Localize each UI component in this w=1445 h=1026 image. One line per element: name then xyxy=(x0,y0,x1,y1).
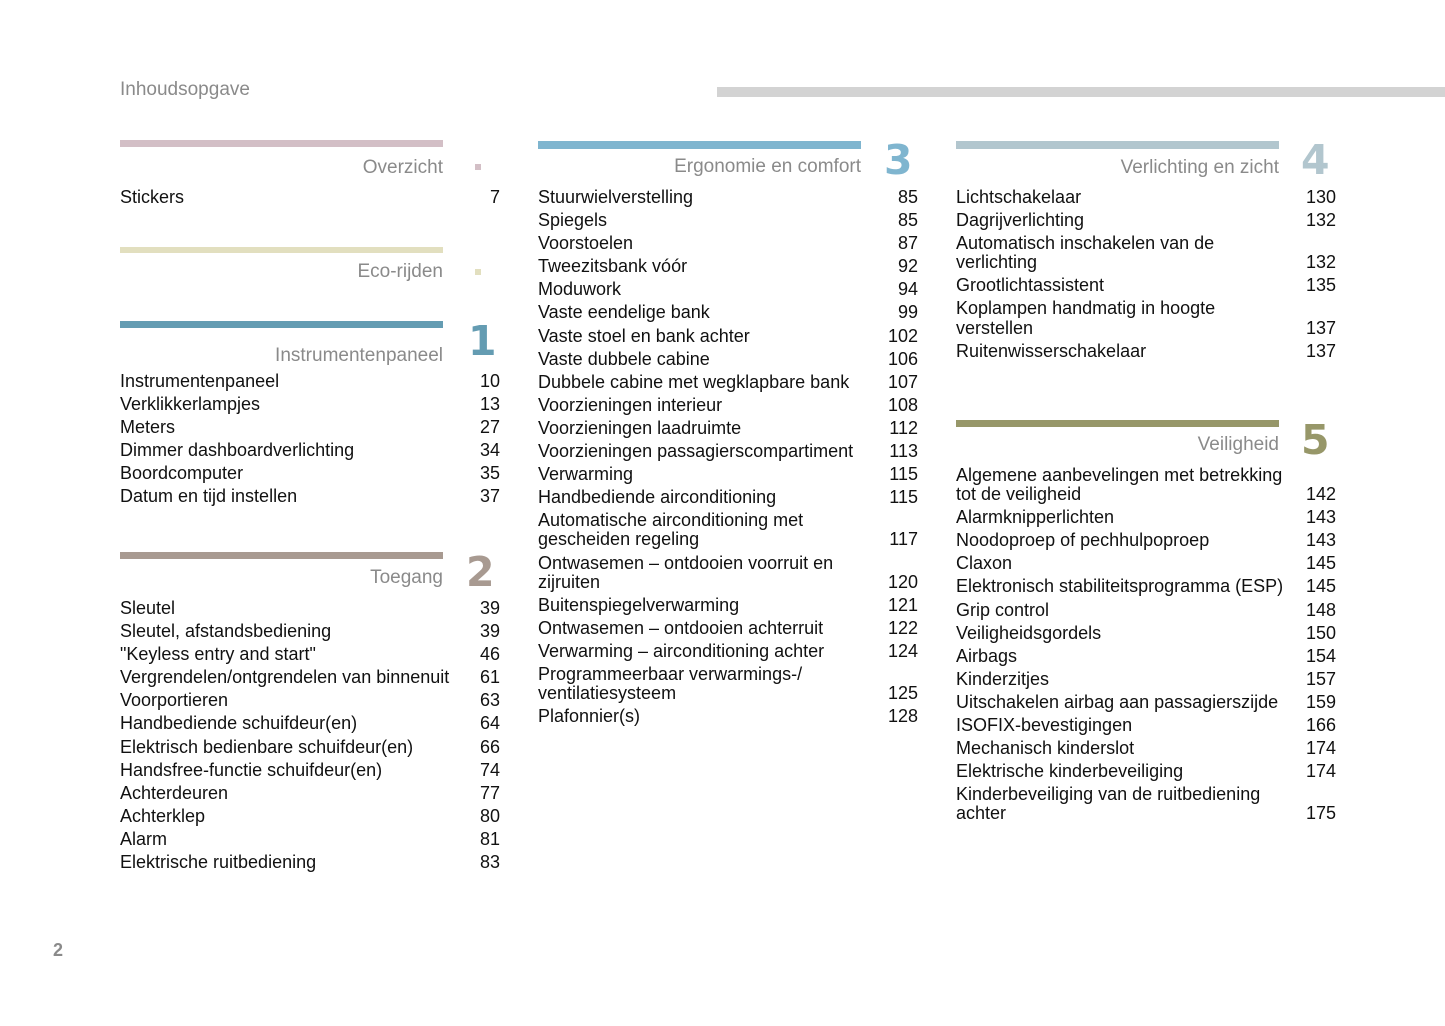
toc-entry[interactable] xyxy=(120,372,500,391)
toc-entry[interactable] xyxy=(538,465,918,484)
section-number: 4 xyxy=(1301,136,1330,184)
entry-page-number: 143 xyxy=(1305,530,1336,551)
toc-entry[interactable] xyxy=(956,785,1336,823)
toc-entry[interactable] xyxy=(120,807,500,826)
entry-page-number: 137 xyxy=(1305,340,1336,361)
entry-page-number: 120 xyxy=(887,571,918,592)
toc-entry[interactable] xyxy=(956,276,1336,295)
section-color-bar xyxy=(538,141,861,149)
entry-page-number: 115 xyxy=(889,464,918,485)
entry-label: Achterklep xyxy=(120,805,206,826)
toc-entry[interactable] xyxy=(120,395,500,414)
toc-entry[interactable] xyxy=(538,442,918,461)
toc-entry[interactable] xyxy=(538,554,918,592)
toc-entry[interactable] xyxy=(538,488,918,507)
entry-label: Grootlichtassistent xyxy=(956,275,1105,296)
entry-page-number: 13 xyxy=(479,394,500,415)
section-heading: Instrumentenpaneel xyxy=(275,345,443,366)
entry-label: Vaste dubbele cabine xyxy=(538,348,710,369)
entry-page-number: 132 xyxy=(1305,210,1336,231)
toc-entry[interactable] xyxy=(538,665,918,703)
entry-label: Automatische airconditioning met gescheiden regeling xyxy=(538,510,804,550)
entry-label: Claxon xyxy=(956,553,1013,574)
entry-label: Ontwasemen – ontdooien achterruit xyxy=(538,617,824,638)
toc-entry[interactable] xyxy=(956,466,1336,504)
section-square-icon xyxy=(475,269,481,275)
section-color-bar xyxy=(120,552,443,559)
toc-entry[interactable] xyxy=(956,342,1336,361)
entry-label: Programmeerbaar verwarmings-/ ventilatiesysteem xyxy=(538,663,803,704)
entry-label: Voorstoelen xyxy=(538,233,634,254)
toc-entry[interactable] xyxy=(120,853,500,872)
entry-page-number: 80 xyxy=(479,805,500,826)
page-number: 2 xyxy=(53,940,64,960)
toc-entry[interactable] xyxy=(538,257,918,276)
toc-entry[interactable] xyxy=(956,554,1336,573)
entry-page-number: 107 xyxy=(887,371,918,392)
entry-page-number: 154 xyxy=(1305,645,1336,666)
entry-label: Meters xyxy=(120,417,176,438)
entry-page-number: 63 xyxy=(479,690,500,711)
entry-label: ISOFIX-bevestigingen xyxy=(956,715,1133,736)
section-square-icon xyxy=(475,164,481,170)
entry-label: Achterdeuren xyxy=(120,782,229,803)
entry-page-number: 128 xyxy=(887,706,918,727)
toc-entry[interactable] xyxy=(120,761,500,780)
entry-label: Handbediende airconditioning xyxy=(538,487,777,508)
entry-page-number: 46 xyxy=(479,644,500,665)
entry-page-number: 142 xyxy=(1305,484,1336,505)
entry-label: Voorzieningen interieur xyxy=(538,394,723,415)
toc-entry[interactable] xyxy=(956,762,1336,781)
entry-label: "Keyless entry and start" xyxy=(120,644,316,665)
section-heading: Ergonomie en comfort xyxy=(674,156,861,177)
toc-entry[interactable] xyxy=(956,670,1336,689)
entry-label: Boordcomputer xyxy=(120,463,244,484)
entry-label: Uitschakelen airbag aan passagierszijde xyxy=(956,691,1279,712)
entry-page-number: 145 xyxy=(1305,553,1336,574)
section-number: 2 xyxy=(466,548,495,596)
toc-entry[interactable] xyxy=(956,624,1336,643)
entry-label: Elektrische ruitbediening xyxy=(120,852,317,873)
toc-entry[interactable] xyxy=(120,784,500,803)
entry-label: Buitenspiegelverwarming xyxy=(538,594,740,615)
toc-entry[interactable] xyxy=(956,601,1336,620)
section-heading: Toegang xyxy=(370,567,443,588)
entry-page-number: 166 xyxy=(1305,715,1336,736)
entry-page-number: 175 xyxy=(1305,803,1336,824)
entry-page-number: 150 xyxy=(1305,622,1336,643)
entry-label: Elektrisch bedienbare schuifdeur(en) xyxy=(120,736,414,757)
entry-page-number: 122 xyxy=(887,617,918,638)
entry-page-number: 124 xyxy=(887,640,918,661)
page-title: Inhoudsopgave xyxy=(120,79,250,100)
entry-label: Vaste stoel en bank achter xyxy=(538,325,750,346)
entry-page-number: 121 xyxy=(887,594,918,615)
entry-label: Verklikkerlampjes xyxy=(120,394,261,415)
header-rule xyxy=(717,87,1445,97)
entry-label: Koplampen handmatig in hoogte verstellen xyxy=(956,298,1216,338)
toc-entry[interactable] xyxy=(956,508,1336,527)
entry-page-number: 112 xyxy=(889,417,918,438)
entry-page-number: 10 xyxy=(479,371,500,391)
entry-page-number: 66 xyxy=(479,736,500,757)
entry-label: Dubbele cabine met wegklapbare bank xyxy=(538,371,850,392)
entry-page-number: 148 xyxy=(1305,599,1336,620)
entry-label: Spiegels xyxy=(538,210,608,231)
toc-entry[interactable] xyxy=(120,464,500,483)
toc-entry[interactable] xyxy=(538,707,918,726)
toc-entry[interactable] xyxy=(538,303,918,322)
entry-page-number: 77 xyxy=(479,782,500,803)
entry-label: Mechanisch kinderslot xyxy=(956,738,1135,759)
entry-label: Dimmer dashboardverlichting xyxy=(120,440,355,461)
entry-label: Kinderzitjes xyxy=(956,668,1050,689)
entry-label: Voorzieningen passagierscompartiment xyxy=(538,441,854,462)
entry-label: Verwarming xyxy=(538,464,634,485)
entry-page-number: 137 xyxy=(1305,317,1336,338)
entry-label: Veiligheidsgordels xyxy=(956,622,1102,643)
entry-label: Vergrendelen/ontgrendelen van binnenuit xyxy=(120,667,450,688)
section-heading: Overzicht xyxy=(362,157,443,178)
toc-entry[interactable] xyxy=(120,441,500,460)
entry-page-number: 102 xyxy=(887,325,918,346)
entry-list xyxy=(120,372,500,511)
entry-label: Ontwasemen – ontdooien voorruit en zijruiten xyxy=(538,552,834,592)
entry-label: Handsfree-functie schuifdeur(en) xyxy=(120,759,383,780)
entry-label: Automatisch inschakelen van de verlichting xyxy=(956,233,1215,273)
toc-entry[interactable] xyxy=(956,739,1336,758)
entry-list xyxy=(120,188,500,211)
entry-label: Voorportieren xyxy=(120,690,229,711)
entry-label: Alarm xyxy=(120,828,168,849)
entry-list xyxy=(538,188,918,730)
entry-page-number: 174 xyxy=(1305,761,1336,782)
toc-entry[interactable] xyxy=(538,211,918,230)
toc-entry[interactable] xyxy=(956,188,1336,207)
toc-entry[interactable] xyxy=(956,693,1336,712)
toc-entry[interactable] xyxy=(538,511,918,549)
section-color-bar xyxy=(956,141,1279,149)
section-color-bar xyxy=(120,247,443,253)
entry-label: Dagrijverlichting xyxy=(956,210,1085,231)
entry-label: Ruitenwisserschakelaar xyxy=(956,340,1147,361)
toc-entry[interactable] xyxy=(538,350,918,369)
entry-page-number: 27 xyxy=(479,417,500,438)
section-heading: Veiligheid xyxy=(1197,434,1279,455)
toc-entry[interactable] xyxy=(538,596,918,615)
entry-page-number: 39 xyxy=(479,598,500,618)
entry-page-number: 61 xyxy=(479,667,500,688)
entry-page-number: 39 xyxy=(479,621,500,642)
entry-page-number: 132 xyxy=(1305,252,1336,273)
entry-page-number: 87 xyxy=(897,233,918,254)
toc-entry[interactable] xyxy=(120,599,500,618)
section-number: 1 xyxy=(468,317,497,365)
toc-entry[interactable] xyxy=(538,234,918,253)
entry-page-number: 125 xyxy=(887,683,918,704)
entry-page-number: 94 xyxy=(897,279,918,300)
toc-entry[interactable] xyxy=(956,716,1336,735)
toc-entry[interactable] xyxy=(956,211,1336,230)
toc-entry[interactable] xyxy=(538,280,918,299)
entry-page-number: 74 xyxy=(479,759,500,780)
entry-label: Plafonnier(s) xyxy=(538,706,641,727)
section-number: 3 xyxy=(884,136,913,184)
entry-page-number: 7 xyxy=(489,187,500,207)
entry-page-number: 34 xyxy=(479,440,500,461)
entry-label: Noodoproep of pechhulpoproep xyxy=(956,530,1210,551)
entry-page-number: 37 xyxy=(479,486,500,507)
entry-page-number: 113 xyxy=(889,441,918,462)
section-heading: Eco-rijden xyxy=(357,261,443,282)
toc-entry[interactable] xyxy=(120,738,500,757)
section-color-bar xyxy=(120,140,443,147)
entry-page-number: 115 xyxy=(889,487,918,508)
entry-page-number: 157 xyxy=(1305,668,1336,689)
entry-label: Datum en tijd instellen xyxy=(120,486,298,507)
toc-entry[interactable] xyxy=(120,645,500,664)
entry-label: Stickers xyxy=(120,187,185,207)
entry-label: Airbags xyxy=(956,645,1018,666)
entry-page-number: 85 xyxy=(897,210,918,231)
entry-label: Elektronisch stabiliteitsprogramma (ESP) xyxy=(956,576,1284,597)
toc-entry[interactable] xyxy=(120,668,500,687)
toc-entry[interactable] xyxy=(538,188,918,207)
toc-entry[interactable] xyxy=(120,830,500,849)
entry-page-number: 145 xyxy=(1305,576,1336,597)
entry-label: Instrumentenpaneel xyxy=(120,371,280,391)
entry-label: Sleutel xyxy=(120,598,176,618)
toc-entry[interactable] xyxy=(538,419,918,438)
entry-list xyxy=(956,188,1336,365)
toc-entry[interactable] xyxy=(538,619,918,638)
entry-label: Lichtschakelaar xyxy=(956,187,1082,207)
toc-entry[interactable] xyxy=(956,647,1336,666)
toc-entry[interactable] xyxy=(956,234,1336,272)
entry-page-number: 64 xyxy=(479,713,500,734)
entry-label: Moduwork xyxy=(538,279,622,300)
toc-entry[interactable] xyxy=(538,396,918,415)
toc-entry[interactable] xyxy=(120,714,500,733)
entry-page-number: 174 xyxy=(1305,738,1336,759)
entry-label: Kinderbeveiliging van de ruitbediening achter xyxy=(956,784,1261,824)
toc-entry[interactable] xyxy=(120,487,500,506)
toc-entry[interactable] xyxy=(538,327,918,346)
entry-label: Alarmknipperlichten xyxy=(956,507,1115,528)
entry-label: Voorzieningen laadruimte xyxy=(538,417,742,438)
entry-page-number: 85 xyxy=(897,187,918,207)
entry-list xyxy=(120,599,500,876)
toc-entry[interactable] xyxy=(120,418,500,437)
entry-label: Elektrische kinderbeveiliging xyxy=(956,761,1184,782)
toc-entry[interactable] xyxy=(120,691,500,710)
entry-page-number: 106 xyxy=(887,348,918,369)
toc-entry[interactable] xyxy=(956,577,1336,596)
section-color-bar xyxy=(120,321,443,328)
toc-entry[interactable] xyxy=(538,373,918,392)
entry-page-number: 92 xyxy=(897,256,918,277)
entry-label: Verwarming – airconditioning achter xyxy=(538,640,825,661)
entry-page-number: 81 xyxy=(479,828,500,849)
entry-label: Tweezitsbank vóór xyxy=(538,256,688,277)
section-color-bar xyxy=(956,420,1279,427)
entry-label: Algemene aanbevelingen met betrekking tot de veiligheid xyxy=(956,465,1283,505)
entry-label: Stuurwielverstelling xyxy=(538,187,694,207)
toc-entry[interactable] xyxy=(956,531,1336,550)
entry-page-number: 143 xyxy=(1305,507,1336,528)
entry-label: Sleutel, afstandsbediening xyxy=(120,621,332,642)
entry-page-number: 130 xyxy=(1305,187,1336,207)
entry-page-number: 135 xyxy=(1305,275,1336,296)
entry-page-number: 35 xyxy=(479,463,500,484)
entry-label: Grip control xyxy=(956,599,1050,620)
entry-page-number: 117 xyxy=(889,529,918,550)
toc-entry[interactable] xyxy=(120,622,500,641)
entry-label: Vaste eendelige bank xyxy=(538,302,710,323)
toc-entry[interactable] xyxy=(120,188,500,207)
section-heading: Verlichting en zicht xyxy=(1120,157,1279,178)
entry-label: Handbediende schuifdeur(en) xyxy=(120,713,358,734)
entry-page-number: 99 xyxy=(897,302,918,323)
toc-entry[interactable] xyxy=(538,642,918,661)
entry-list xyxy=(956,466,1336,828)
entry-page-number: 83 xyxy=(479,852,500,873)
toc-entry[interactable] xyxy=(956,299,1336,337)
entry-page-number: 108 xyxy=(887,394,918,415)
entry-page-number: 159 xyxy=(1305,691,1336,712)
section-number: 5 xyxy=(1301,416,1330,464)
